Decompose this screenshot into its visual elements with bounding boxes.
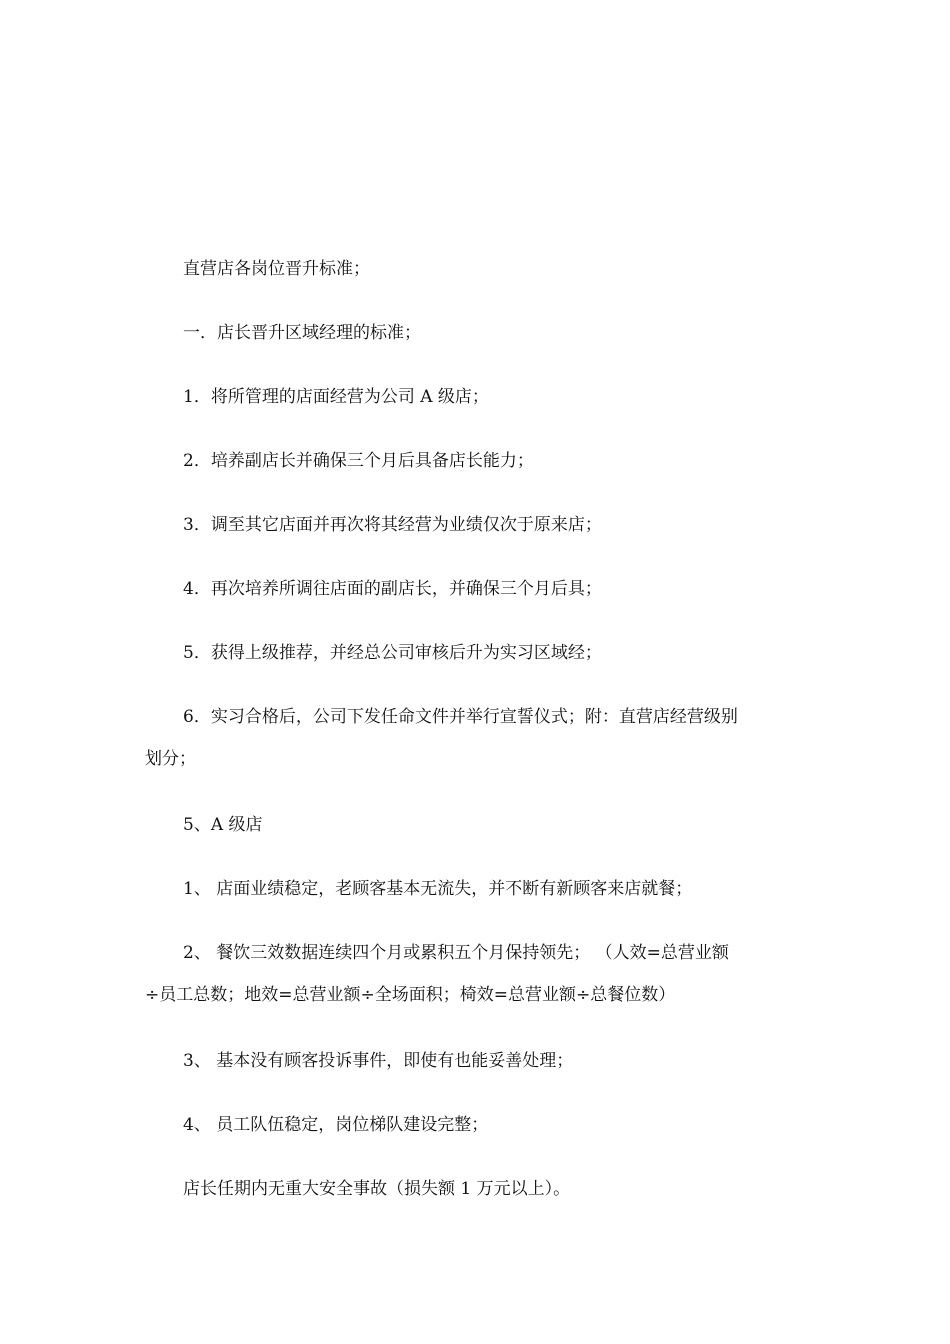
criterion-6-line-1: 6．实习合格后，公司下发任命文件并举行宣誓仪式；附：直营店经营级别 bbox=[183, 707, 738, 727]
criterion-1: 1．将所管理的店面经营为公司 A 级店； bbox=[183, 387, 489, 407]
a-level-item-3: 3、 基本没有顾客投诉事件，即使有也能妥善处理； bbox=[183, 1051, 574, 1071]
criterion-4: 4．再次培养所调往店面的副店长，并确保三个月后具； bbox=[183, 579, 602, 599]
a-level-heading: 5、A 级店 bbox=[183, 815, 263, 835]
a-level-item-2-line-1: 2、 餐饮三效数据连续四个月或累积五个月保持领先； （人效=总营业额 bbox=[183, 943, 729, 963]
a-level-item-2 bbox=[145, 932, 810, 1016]
criterion-6-line-2: 划分； bbox=[145, 749, 196, 769]
a-level-item-1: 1、 店面业绩稳定，老顾客基本无流失，并不断有新顾客来店就餐； bbox=[183, 879, 693, 899]
criterion-2: 2．培养副店长并确保三个月后具备店长能力； bbox=[183, 451, 534, 471]
criterion-3: 3．调至其它店面并再次将其经营为业绩仅次于原来店； bbox=[183, 515, 602, 535]
criterion-5: 5．获得上级推荐，并经总公司审核后升为实习区域经； bbox=[183, 643, 602, 663]
document-title: 直营店各岗位晋升标准； bbox=[183, 259, 370, 279]
closing-statement: 店长任期内无重大安全事故（损失额 1 万元以上）。 bbox=[183, 1179, 571, 1199]
criterion-6 bbox=[145, 696, 810, 780]
a-level-item-4: 4、 员工队伍稳定，岗位梯队建设完整； bbox=[183, 1115, 489, 1135]
a-level-item-2-line-2: ÷员工总数；地效=总营业额÷全场面积；椅效=总营业额÷总餐位数） bbox=[145, 985, 676, 1005]
section-heading: 一．店长晋升区域经理的标准； bbox=[183, 323, 421, 343]
